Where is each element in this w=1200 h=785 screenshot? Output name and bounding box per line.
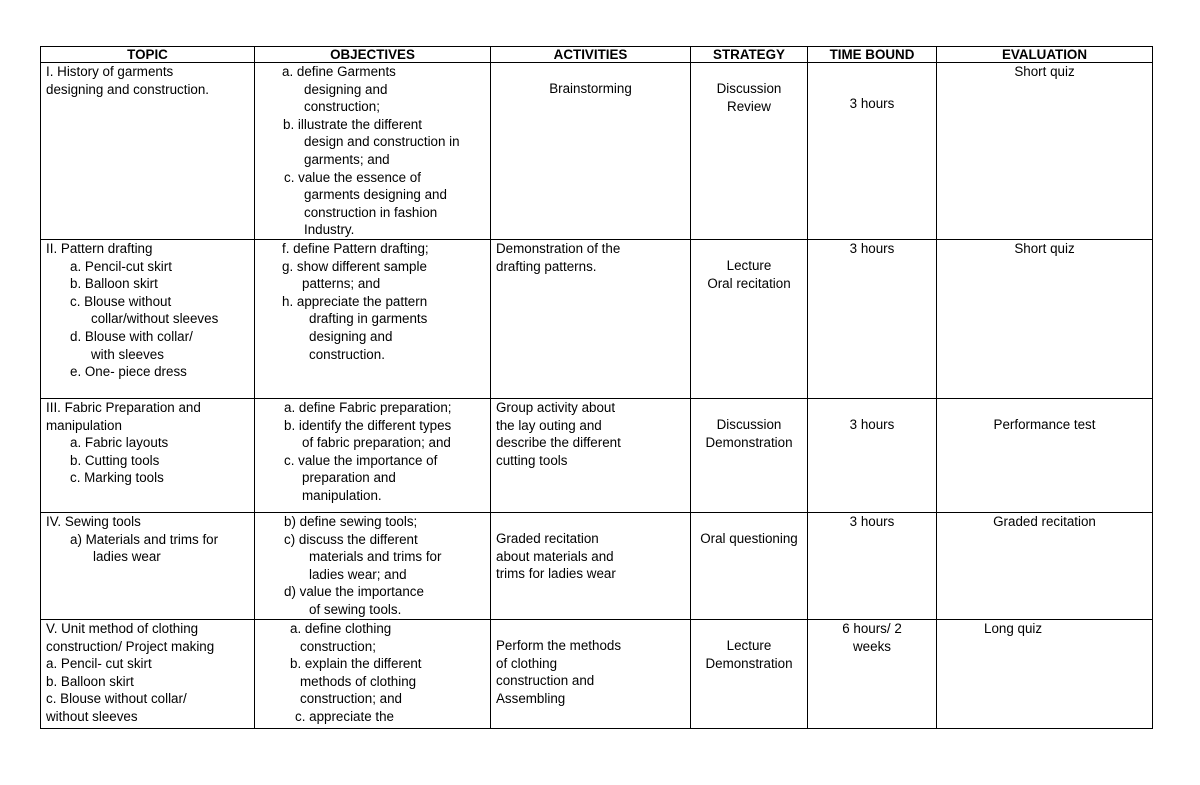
evaluation-cell <box>937 240 1153 399</box>
topic-line: designing and construction. <box>46 81 210 97</box>
time-line: 3 hours <box>849 241 895 256</box>
objective-line: garments; and <box>304 151 390 167</box>
time-bound-cell <box>808 399 937 513</box>
topic-line: b. Cutting tools <box>70 452 160 468</box>
objectives-cell <box>255 620 491 729</box>
evaluation-cell <box>937 513 1153 620</box>
header-strategy: STRATEGY <box>691 47 808 63</box>
activity-line: describe the different <box>496 435 621 451</box>
strategy-line: Review <box>727 98 771 114</box>
objective-line: construction; <box>300 638 376 654</box>
strategy-cell <box>691 240 808 399</box>
strategy-line: Demonstration <box>705 434 793 450</box>
time-line: weeks <box>853 638 891 654</box>
objective-line: h. appreciate the pattern <box>282 293 428 309</box>
objective-line: g. show different sample <box>282 258 427 274</box>
activity-line: cutting tools <box>496 452 568 468</box>
time-line: 3 hours <box>849 514 895 529</box>
objectives-cell <box>255 513 491 620</box>
objective-line: of sewing tools. <box>309 601 402 617</box>
activity-line: the lay outing and <box>496 417 602 433</box>
objective-line: garments designing and <box>304 187 447 203</box>
topic-line: b. Balloon skirt <box>46 673 134 689</box>
time-line: 3 hours <box>849 417 895 432</box>
topic-line: construction/ Project making <box>46 638 215 654</box>
objective-line: a. define clothing <box>290 621 392 636</box>
strategy-line: Oral recitation <box>707 275 791 291</box>
topic-line: I. History of garments <box>46 64 174 79</box>
objective-line: b. identify the different types <box>284 417 452 433</box>
topic-line: with sleeves <box>91 346 164 362</box>
objective-line: b) define sewing tools; <box>284 514 418 529</box>
table-row <box>41 240 1153 399</box>
objective-line: b. explain the different <box>290 656 422 672</box>
topic-line: e. One- piece dress <box>70 364 187 380</box>
strategy-line: Discussion <box>716 81 782 96</box>
table-row <box>41 399 1153 513</box>
objective-line: c) discuss the different <box>284 531 418 547</box>
header-evaluation: EVALUATION <box>937 47 1153 63</box>
activity-line: of clothing <box>496 655 558 671</box>
strategy-line: Discussion <box>716 417 782 432</box>
activity-line: construction and <box>496 673 595 689</box>
objective-line: ladies wear; and <box>309 566 407 582</box>
lesson-plan-table <box>40 46 1153 729</box>
evaluation-line: Short quiz <box>1014 64 1075 79</box>
topic-cell <box>41 63 255 240</box>
topic-line: without sleeves <box>46 708 138 724</box>
evaluation-line: Short quiz <box>1014 241 1075 256</box>
objective-line: designing and <box>304 81 388 97</box>
strategy-line: Demonstration <box>705 655 793 671</box>
objective-line: of fabric preparation; and <box>302 435 451 451</box>
objective-line: c. appreciate the <box>295 708 395 724</box>
topic-cell <box>41 399 255 513</box>
strategy-cell <box>691 513 808 620</box>
header-time-bound: TIME BOUND <box>808 47 937 63</box>
objective-line: designing and <box>309 328 393 344</box>
topic-line: a) Materials and trims for <box>70 531 219 547</box>
time-bound-cell <box>808 63 937 240</box>
objective-line: a. define Fabric preparation; <box>284 400 452 415</box>
objective-line: methods of clothing <box>300 673 417 689</box>
objective-line: c. value the essence of <box>284 169 421 185</box>
activity-line: Demonstration of the <box>496 241 621 256</box>
time-bound-cell <box>808 620 937 729</box>
objective-line: patterns; and <box>302 276 381 292</box>
objective-line: drafting in garments <box>309 311 428 327</box>
topic-line: a. Fabric layouts <box>70 435 169 451</box>
objective-line: f. define Pattern drafting; <box>282 241 429 256</box>
topic-line: c. Marking tools <box>70 470 164 486</box>
objective-line: construction; and <box>300 691 402 707</box>
table-row <box>41 63 1153 240</box>
topic-line: b. Balloon skirt <box>70 276 158 292</box>
evaluation-line: Performance test <box>993 417 1096 432</box>
topic-line: III. Fabric Preparation and <box>46 400 201 415</box>
activity-line: Assembling <box>496 690 566 706</box>
activities-cell <box>491 240 691 399</box>
topic-cell <box>41 513 255 620</box>
objective-line: c. value the importance of <box>284 452 438 468</box>
activity-line: Brainstorming <box>549 81 632 96</box>
activity-line: about materials and <box>496 548 614 564</box>
evaluation-cell <box>937 620 1153 729</box>
objectives-cell <box>255 399 491 513</box>
objective-line: materials and trims for <box>309 549 442 565</box>
objective-line: design and construction in <box>304 134 460 150</box>
activities-cell <box>491 513 691 620</box>
strategy-cell <box>691 399 808 513</box>
table-row <box>41 620 1153 729</box>
topic-cell <box>41 240 255 399</box>
activity-line: Graded recitation <box>496 531 599 546</box>
strategy-cell <box>691 63 808 240</box>
topic-line: collar/without sleeves <box>91 311 219 327</box>
activity-line: drafting patterns. <box>496 258 597 274</box>
objective-line: b. illustrate the different <box>283 116 422 132</box>
topic-line: c. Blouse without collar/ <box>46 691 187 707</box>
objective-line: Industry. <box>304 222 355 238</box>
time-line: 6 hours/ 2 <box>842 621 902 636</box>
objective-line: construction; <box>304 99 380 115</box>
objective-line: construction. <box>309 346 385 362</box>
strategy-line: Lecture <box>726 638 772 653</box>
objective-line: a. define Garments <box>282 64 396 79</box>
strategy-line: Oral questioning <box>700 531 798 546</box>
activities-cell <box>491 63 691 240</box>
topic-line: c. Blouse without <box>70 293 172 309</box>
topic-line: ladies wear <box>93 549 161 565</box>
objective-line: d) value the importance <box>284 584 424 600</box>
topic-line: a. Pencil-cut skirt <box>70 258 172 274</box>
objective-line: preparation and <box>302 470 396 486</box>
activity-line: Perform the methods <box>496 638 622 653</box>
topic-cell <box>41 620 255 729</box>
topic-line: d. Blouse with collar/ <box>70 328 193 344</box>
table-row <box>41 513 1153 620</box>
activity-line: Group activity about <box>496 400 616 415</box>
strategy-cell <box>691 620 808 729</box>
topic-line: manipulation <box>46 417 122 433</box>
topic-line: V. Unit method of clothing <box>46 621 199 636</box>
strategy-line: Lecture <box>726 258 772 273</box>
time-bound-cell <box>808 240 937 399</box>
time-bound-cell <box>808 513 937 620</box>
activity-line: trims for ladies wear <box>496 566 616 582</box>
evaluation-cell <box>937 63 1153 240</box>
evaluation-cell <box>937 399 1153 513</box>
header-objectives: OBJECTIVES <box>255 47 491 63</box>
objectives-cell <box>255 240 491 399</box>
activities-cell <box>491 399 691 513</box>
time-line: 3 hours <box>849 96 895 111</box>
topic-line: II. Pattern drafting <box>46 241 153 256</box>
header-activities: ACTIVITIES <box>491 47 691 63</box>
header-row <box>41 47 1153 63</box>
activities-cell <box>491 620 691 729</box>
topic-line: a. Pencil- cut skirt <box>46 656 152 672</box>
topic-line: IV. Sewing tools <box>46 514 141 529</box>
evaluation-line: Graded recitation <box>993 514 1096 529</box>
header-topic: TOPIC <box>41 47 255 63</box>
evaluation-line: Long quiz <box>984 621 1043 636</box>
objective-line: manipulation. <box>302 487 382 503</box>
objectives-cell <box>255 63 491 240</box>
objective-line: construction in fashion <box>304 204 438 220</box>
